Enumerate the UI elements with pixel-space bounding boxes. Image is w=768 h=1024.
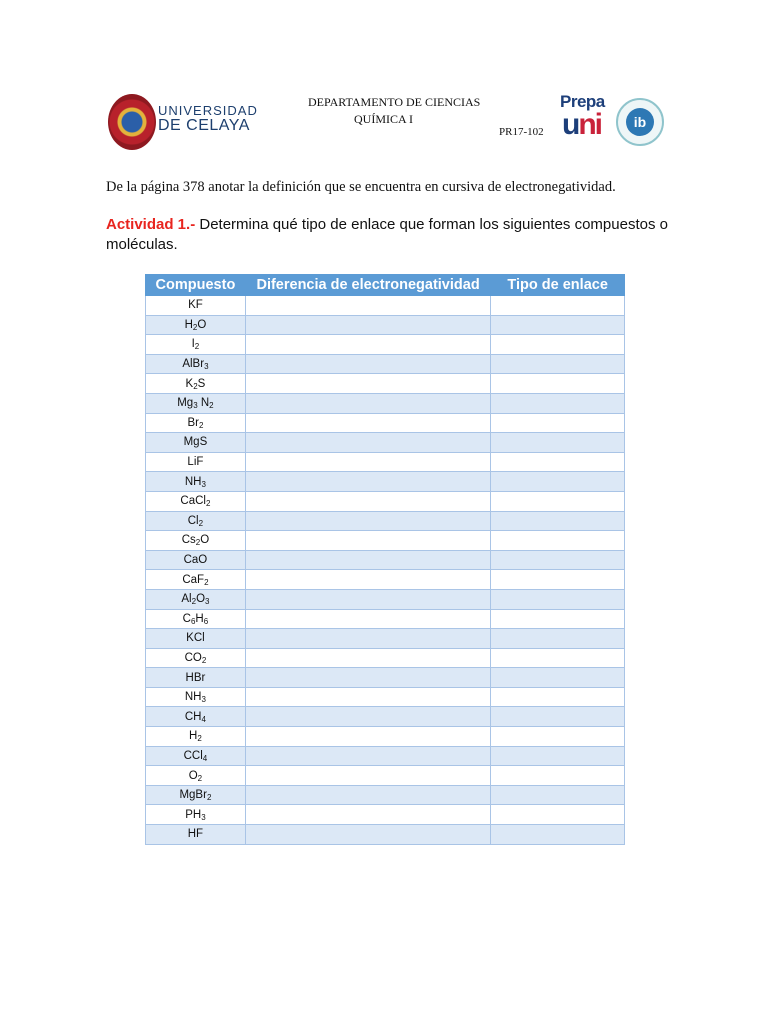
compound-cell [146, 433, 246, 453]
formula-text: LiF [187, 456, 204, 469]
bond-type-cell[interactable] [491, 472, 625, 492]
formula-subscript: 2 [206, 793, 212, 803]
formula-subscript: 2 [195, 538, 201, 548]
compound-cell [146, 629, 246, 649]
bond-type-cell[interactable] [491, 785, 625, 805]
formula-subscript: 4 [202, 753, 208, 763]
electronegativity-difference-cell[interactable] [245, 727, 490, 747]
electronegativity-difference-cell[interactable] [245, 491, 490, 511]
electronegativity-difference-cell[interactable] [245, 550, 490, 570]
table-row [146, 296, 625, 316]
electronegativity-difference-cell[interactable] [245, 452, 490, 472]
university-name-line1: UNIVERSIDAD [158, 103, 258, 118]
bond-type-cell[interactable] [491, 805, 625, 825]
electronegativity-difference-cell[interactable] [245, 531, 490, 551]
table-row [146, 472, 625, 492]
formula-text: O [200, 534, 210, 547]
formula-subscript: 2 [198, 518, 204, 528]
compound-cell [146, 393, 246, 413]
bond-type-cell[interactable] [491, 491, 625, 511]
uni-logo [562, 110, 601, 140]
compound-cell [146, 335, 246, 355]
compound-cell [146, 609, 246, 629]
instruction-text: De la página 378 anotar la definición que se encuentra en cursiva de electronegatividad. [106, 179, 616, 195]
university-name [158, 104, 258, 134]
formula-text: Cl [187, 514, 199, 527]
bond-type-cell[interactable] [491, 648, 625, 668]
electronegativity-difference-cell[interactable] [245, 766, 490, 786]
formula-subscript: 2 [205, 499, 211, 509]
table-row [146, 746, 625, 766]
bond-type-cell[interactable] [491, 374, 625, 394]
bond-type-cell[interactable] [491, 570, 625, 590]
formula-text: S [197, 377, 206, 390]
electronegativity-difference-cell[interactable] [245, 570, 490, 590]
table-row [146, 687, 625, 707]
bond-type-cell[interactable] [491, 393, 625, 413]
formula-subscript: 4 [201, 714, 206, 724]
electronegativity-difference-cell[interactable] [245, 335, 490, 355]
bond-type-cell[interactable] [491, 609, 625, 629]
formula-text: H [184, 318, 193, 331]
bond-type-cell[interactable] [491, 727, 625, 747]
compound-cell [146, 315, 246, 335]
bond-type-cell[interactable] [491, 296, 625, 316]
table-row [146, 531, 625, 551]
electronegativity-difference-cell[interactable] [245, 393, 490, 413]
formula-text: PH [185, 808, 202, 821]
compound-cell [146, 452, 246, 472]
compound-cell [146, 785, 246, 805]
formula-text: K [185, 377, 194, 390]
table-row [146, 766, 625, 786]
formula-text: CaCl [180, 495, 206, 508]
bond-type-cell[interactable] [491, 589, 625, 609]
table-row [146, 511, 625, 531]
formula-text: NH [184, 475, 202, 488]
ib-logo-text: ib [626, 108, 654, 136]
bond-type-cell[interactable] [491, 668, 625, 688]
compound-cell [146, 707, 246, 727]
electronegativity-difference-cell[interactable] [245, 413, 490, 433]
bond-type-cell[interactable] [491, 452, 625, 472]
electronegativity-difference-cell[interactable] [245, 433, 490, 453]
compound-cell [146, 374, 246, 394]
formula-text: Br [187, 416, 199, 429]
electronegativity-difference-cell[interactable] [245, 825, 490, 845]
electronegativity-difference-cell[interactable] [245, 805, 490, 825]
formula-text: O [188, 769, 198, 782]
compound-cell [146, 491, 246, 511]
compound-cell [146, 296, 246, 316]
table-row [146, 550, 625, 570]
table-row [146, 491, 625, 511]
formula-text: NH [184, 691, 202, 704]
compound-cell [146, 668, 246, 688]
bond-type-cell[interactable] [491, 746, 625, 766]
formula-text: MgBr [179, 789, 207, 802]
formula-text: Al [181, 593, 192, 606]
table-row [146, 805, 625, 825]
formula-subscript: 2 [198, 420, 204, 430]
table-row [146, 433, 625, 453]
table-row [146, 570, 625, 590]
bond-type-cell[interactable] [491, 315, 625, 335]
bond-type-cell[interactable] [491, 511, 625, 531]
bond-type-cell[interactable] [491, 629, 625, 649]
formula-text: KF [188, 299, 203, 312]
compound-cell [146, 727, 246, 747]
electronegativity-difference-cell[interactable] [245, 511, 490, 531]
compound-cell [146, 472, 246, 492]
formula-subscript: 6 [203, 616, 209, 626]
formula-text: CaO [183, 554, 208, 567]
formula-text: MgS [183, 436, 208, 449]
formula-text: C [182, 612, 191, 625]
compound-cell [146, 825, 246, 845]
electronegativity-difference-cell[interactable] [245, 648, 490, 668]
bond-type-cell[interactable] [491, 687, 625, 707]
compound-cell [146, 687, 246, 707]
compound-cell [146, 511, 246, 531]
formula-text: I [191, 338, 195, 351]
table-row [146, 589, 625, 609]
electronegativity-difference-cell[interactable] [245, 785, 490, 805]
table-row [146, 629, 625, 649]
formula-text: CaF [182, 573, 205, 586]
compound-cell [146, 531, 246, 551]
electronegativity-difference-cell[interactable] [245, 609, 490, 629]
electronegativity-difference-cell[interactable] [245, 746, 490, 766]
university-seal-icon [108, 94, 156, 150]
table-body [146, 296, 625, 845]
prepa-uni-ib-logos [560, 92, 664, 152]
table-row [146, 374, 625, 394]
electronegativity-difference-cell[interactable] [245, 296, 490, 316]
electronegativity-difference-cell[interactable] [245, 687, 490, 707]
uni-logo-u: u [562, 108, 579, 141]
electronegativity-difference-cell[interactable] [245, 315, 490, 335]
formula-text: O [196, 593, 206, 606]
university-name-line2: DE CELAYA [158, 116, 250, 134]
bond-type-cell[interactable] [491, 433, 625, 453]
table-row [146, 668, 625, 688]
electronegativity-difference-cell[interactable] [245, 354, 490, 374]
header-tipo-enlace: Tipo de enlace [491, 275, 625, 296]
formula-subscript: 3 [193, 401, 198, 411]
formula-text: O [197, 318, 207, 331]
table-row [146, 354, 625, 374]
formula-text: CCl [183, 749, 203, 762]
universidad-de-celaya-logo [108, 94, 258, 152]
document-header [308, 94, 480, 128]
formula-subscript: 3 [205, 597, 210, 607]
formula-text: N [197, 397, 210, 410]
formula-subscript: 3 [201, 695, 206, 705]
formula-subscript: 2 [209, 401, 214, 411]
electronegativity-difference-cell[interactable] [245, 668, 490, 688]
table-row [146, 393, 625, 413]
compound-cell [146, 746, 246, 766]
bond-type-cell[interactable] [491, 707, 625, 727]
bond-type-cell[interactable] [491, 825, 625, 845]
compound-cell [146, 766, 246, 786]
formula-text: Mg [177, 397, 194, 410]
compound-cell [146, 589, 246, 609]
formula-subscript: 2 [192, 322, 198, 332]
electronegativity-difference-cell[interactable] [245, 707, 490, 727]
formula-subscript: 2 [194, 342, 200, 352]
formula-text: AlBr [182, 358, 205, 371]
table-row [146, 707, 625, 727]
formula-text: HBr [185, 671, 206, 684]
formula-text: HF [187, 828, 204, 841]
table-row [146, 413, 625, 433]
prepa-logo-text: Prepa [560, 92, 605, 111]
formula-subscript: 3 [201, 812, 206, 822]
activity-label: Actividad 1.- [106, 216, 196, 233]
compound-cell [146, 354, 246, 374]
electronegativity-difference-cell[interactable] [245, 629, 490, 649]
table-row [146, 825, 625, 845]
electronegativity-difference-cell[interactable] [245, 589, 490, 609]
compound-cell [146, 570, 246, 590]
compound-cell [146, 550, 246, 570]
formula-text: H [195, 612, 204, 625]
formula-text: CO [184, 651, 202, 664]
bond-type-cell[interactable] [491, 413, 625, 433]
bond-type-cell[interactable] [491, 354, 625, 374]
formula-subscript: 2 [191, 597, 197, 607]
table-row [146, 452, 625, 472]
activity-text: Determina qué tipo de enlace que forman los siguientes compuestos o moléculas. [106, 216, 668, 253]
bond-type-cell[interactable] [491, 550, 625, 570]
formula-text: Cs [181, 534, 196, 547]
compound-cell [146, 805, 246, 825]
subject-title: QUÍMICA I [354, 112, 413, 126]
table-row [146, 315, 625, 335]
formula-subscript: 3 [201, 479, 206, 489]
header-compuesto: Compuesto [146, 275, 246, 296]
activity-statement [106, 215, 686, 255]
bond-type-cell[interactable] [491, 766, 625, 786]
table-row [146, 609, 625, 629]
table-row [146, 335, 625, 355]
electronegativity-difference-cell[interactable] [245, 472, 490, 492]
uni-logo-ni: ni [578, 108, 601, 141]
table-row [146, 727, 625, 747]
table-row [146, 648, 625, 668]
formula-subscript: 2 [197, 734, 202, 744]
formula-text: KCl [186, 632, 205, 645]
formula-subscript: 2 [193, 381, 198, 391]
table-row [146, 785, 625, 805]
header-diferencia: Diferencia de electronegatividad [245, 275, 490, 296]
formula-subscript: 2 [201, 655, 207, 665]
compound-cell [146, 648, 246, 668]
formula-subscript: 6 [190, 616, 196, 626]
ib-logo-icon [616, 98, 664, 146]
department-title: DEPARTAMENTO DE CIENCIAS [308, 95, 481, 109]
formula-subscript: 3 [204, 362, 209, 372]
electronegativity-difference-cell[interactable] [245, 374, 490, 394]
formula-subscript: 2 [204, 577, 209, 587]
formula-text: H [189, 730, 198, 743]
formula-subscript: 2 [197, 773, 203, 783]
bond-type-cell[interactable] [491, 531, 625, 551]
compound-cell [146, 413, 246, 433]
document-code: PR17-102 [499, 126, 544, 138]
table-header-row [146, 275, 625, 296]
compounds-table [145, 274, 625, 845]
formula-text: CH [184, 710, 202, 723]
bond-type-cell[interactable] [491, 335, 625, 355]
